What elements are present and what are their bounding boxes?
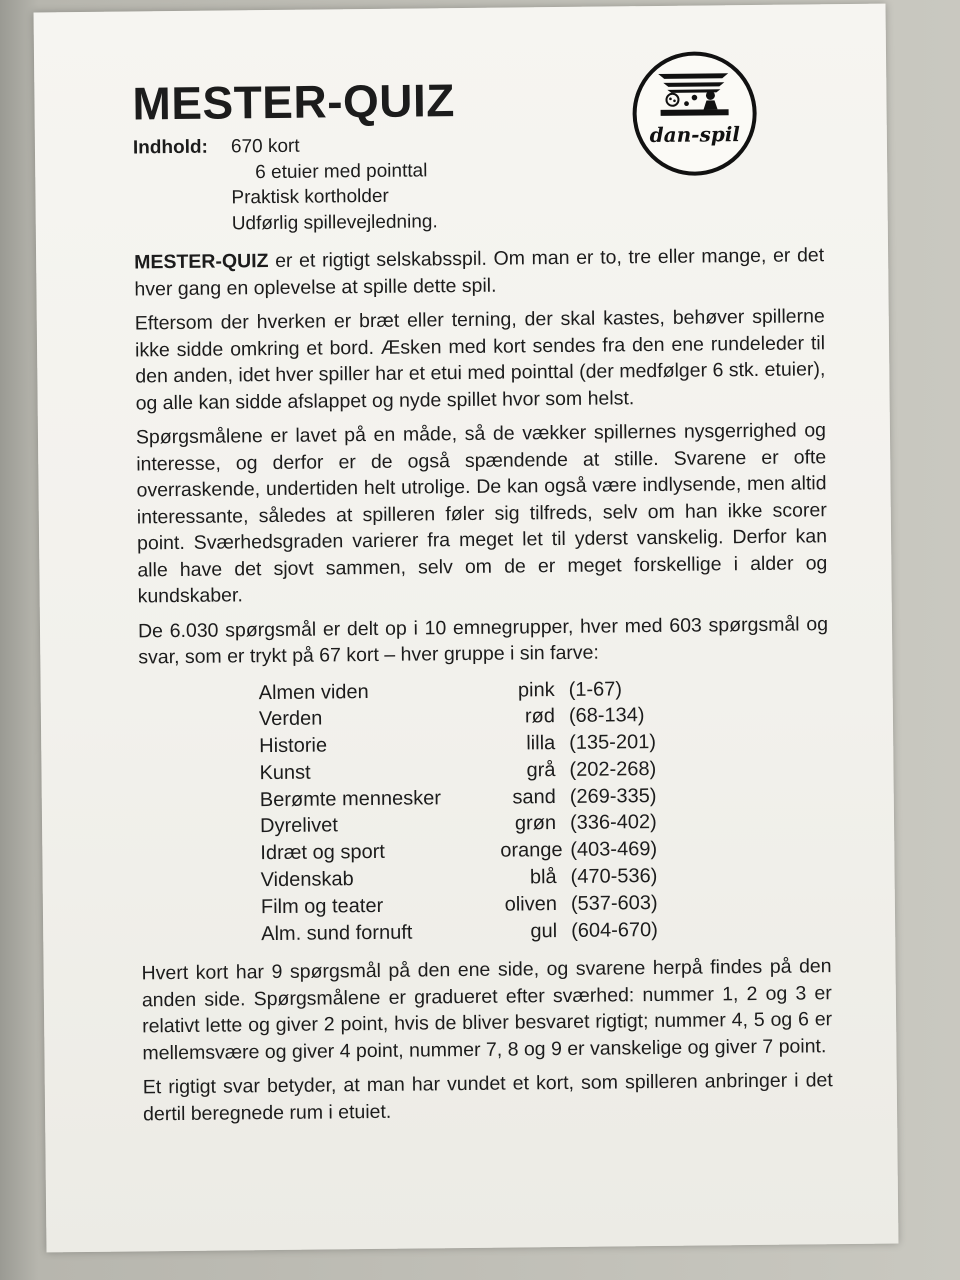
group-name: Idræt og sport — [260, 841, 385, 865]
group-name: Almen viden — [258, 680, 369, 704]
group-color: blå — [529, 866, 557, 889]
group-range: (336-402) — [569, 811, 657, 835]
group-color: grøn — [514, 812, 557, 835]
group-color: oliven — [504, 892, 558, 916]
group-range: (68-134) — [568, 704, 645, 728]
paragraph-questions: Spørgsmålene er lavet på en måde, så de vækker spillernes nysgerrighed og interesse, og derfor er de også spændende at stille. Svarene er ofte overraskende, undertiden helt utrolige. De kan også være indlysende, men altid interessante, således at spilleren føler sig tilfreds, selv om han ikke scorer point. Sværhedsgraden varierer fra meget let til yderst vanskelig. Derfor kan alle have det sjovt sammen, selv om de er meget forskellige i alder og kundskaber. — [135, 419, 828, 608]
group-range: (470-536) — [570, 865, 658, 888]
paragraph-groups-intro: De 6.030 spørgsmål er delt op i 10 emnegrupper, hver med 603 spørgsmål og svar, som er trykt på 67 kort – hver gruppe i sin farve: — [137, 612, 829, 669]
contents-block — [133, 128, 824, 237]
page-title: MESTER-QUIZ — [132, 74, 456, 130]
group-name: Videnskab — [260, 868, 354, 892]
group-color: lilla — [526, 732, 556, 755]
group-row — [261, 916, 681, 947]
group-name: Kunst — [259, 761, 311, 785]
paragraph-winning: Et rigtigt svar betyder, at man har vundet et kort, som spilleren anbringer i det dertil beregnede rum i etuiet. — [142, 1069, 833, 1126]
group-color: grå — [526, 758, 556, 782]
group-range: (202-268) — [569, 757, 657, 781]
paragraph-no-board: Eftersom der hverken er bræt eller terning, der skal kastes, behøver spillerne ikke sidde omkring et bord. Æsken med kort sendes fra den ene rundeleder til den anden, idet hver spiller har et etui med pointtal (der medfølger 6 stk. etuier), og alle kan sidde afslappet og nyde spillet hvor som helst. — [134, 305, 826, 414]
group-range: (1-67) — [568, 677, 623, 701]
contents-item: Udførlig spillevejledning. — [231, 210, 438, 234]
contents-label: Indhold: — [132, 136, 208, 159]
group-color: rød — [524, 705, 556, 728]
group-color: gul — [530, 919, 558, 943]
group-color: pink — [517, 678, 555, 701]
instruction-sheet — [34, 4, 899, 1253]
group-name: Verden — [258, 707, 323, 731]
logo-text: dan-spil — [649, 122, 741, 148]
document-body — [132, 66, 833, 1128]
group-range: (269-335) — [569, 784, 657, 808]
intro-rest: er et rigtigt selskabsspil. Om man er to, tre eller mange, er det hver gang en oplevelse at spille dette spil. — [134, 244, 825, 300]
group-name: Dyrelivet — [259, 814, 338, 838]
paragraph-scoring: Hvert kort har 9 spørgsmål på den ene side, og svarene herpå findes på den anden side. Spørgsmålene er gradueret efter sværhed: nummer 1, 2 og 3 er relativt lette og giver 2 point, hvis de bliver besvaret rigtigt; nummer 4, 5 og 6 er mellemsvære og giver 4 point, nummer 7, 8 og 9 er vanskelige og giver 7 point. — [141, 955, 833, 1065]
contents-list — [231, 132, 438, 236]
group-name: Alm. sund fornuft — [261, 921, 413, 945]
group-name: Berømte mennesker — [259, 786, 442, 811]
group-range: (537-603) — [570, 891, 658, 915]
group-name: Historie — [259, 734, 328, 758]
intro-lead: MESTER-QUIZ — [134, 250, 269, 274]
group-name: Film og teater — [260, 894, 384, 919]
group-range: (135-201) — [569, 731, 657, 755]
paragraph-intro — [134, 242, 825, 302]
group-color: orange — [500, 839, 563, 862]
contents-item: Praktisk kortholder — [231, 185, 389, 209]
contents-item: 6 etuier med pointtal — [255, 159, 428, 183]
group-color: sand — [512, 785, 556, 809]
contents-item: 670 kort — [230, 135, 300, 158]
group-range: (604-670) — [571, 918, 659, 942]
group-table — [259, 675, 682, 947]
group-range: (403-469) — [570, 838, 658, 862]
